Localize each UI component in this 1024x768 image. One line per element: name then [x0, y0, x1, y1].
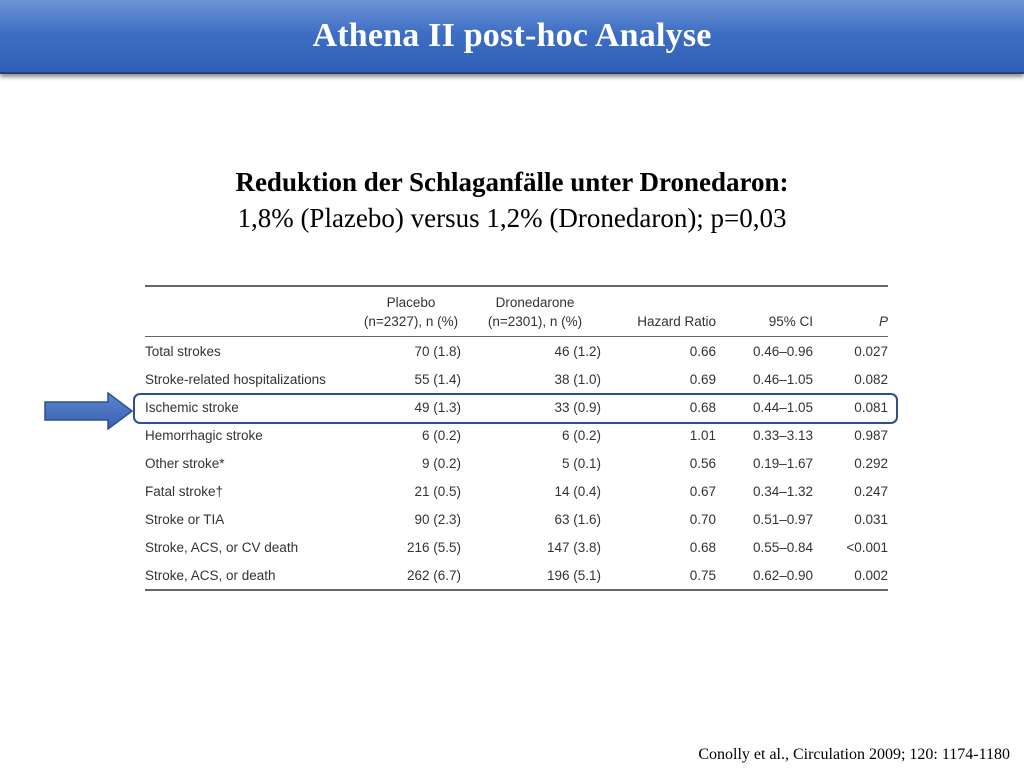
header-placebo-line1: Placebo	[386, 295, 436, 310]
cell-hazard-ratio: 0.67	[689, 483, 716, 499]
header-hazard-ratio: Hazard Ratio	[605, 286, 720, 337]
title-bar	[0, 0, 1024, 74]
table-header-row	[145, 286, 888, 337]
subline: 1,8% (Plazebo) versus 1,2% (Dronedaron); p=0,03	[237, 203, 787, 233]
cell-hazard-ratio: 0.75	[605, 561, 720, 590]
cell-dronedarone: 33 (0.9)	[554, 399, 601, 415]
table-body	[145, 337, 888, 591]
cell-p: 0.247	[854, 483, 888, 499]
cell-dronedarone: 147 (3.8)	[546, 539, 601, 555]
table-row	[145, 533, 888, 561]
header-placebo-line2: (n=2327), n (%)	[363, 314, 459, 329]
header-p: P	[817, 286, 888, 337]
cell-placebo: 6 (0.2)	[421, 427, 461, 443]
cell-ci: 0.46–1.05	[752, 371, 813, 387]
cell-outcome: Hemorrhagic stroke	[145, 427, 263, 443]
cell-outcome: Total strokes	[145, 343, 221, 359]
cell-dronedarone: 63 (1.6)	[554, 511, 601, 527]
cell-p: <0.001	[846, 539, 888, 555]
ischemic-stroke-highlight	[133, 393, 898, 424]
cell-dronedarone: 38 (1.0)	[554, 371, 601, 387]
cell-dronedarone: 5 (0.1)	[561, 455, 601, 471]
header-dronedarone-line2: (n=2301), n (%)	[487, 314, 583, 329]
cell-ci: 0.19–1.67	[752, 455, 813, 471]
cell-placebo: 216 (5.5)	[406, 539, 461, 555]
cell-p: 0.002	[817, 561, 888, 590]
cell-outcome: Stroke, ACS, or death	[145, 561, 357, 590]
cell-outcome: Stroke-related hospitalizations	[145, 371, 326, 387]
cell-placebo: 49 (1.3)	[414, 399, 461, 415]
cell-placebo: 55 (1.4)	[414, 371, 461, 387]
cell-ci: 0.46–0.96	[752, 343, 813, 359]
subtitle-block	[0, 164, 1024, 236]
cell-p: 0.987	[854, 427, 888, 443]
cell-hazard-ratio: 0.66	[689, 343, 716, 359]
cell-p: 0.292	[854, 455, 888, 471]
cell-p: 0.082	[854, 371, 888, 387]
cell-ci: 0.62–0.90	[720, 561, 817, 590]
header-placebo	[357, 286, 465, 337]
headline: Reduktion der Schlaganfälle unter Dronedaron:	[235, 167, 789, 197]
table-row	[145, 449, 888, 477]
table-row	[145, 505, 888, 533]
cell-ci: 0.55–0.84	[752, 539, 813, 555]
arrow-right-icon	[44, 392, 134, 430]
cell-dronedarone: 46 (1.2)	[554, 343, 601, 359]
cell-hazard-ratio: 0.68	[689, 539, 716, 555]
table-row	[145, 337, 888, 366]
cell-dronedarone: 6 (0.2)	[561, 427, 601, 443]
cell-placebo: 262 (6.7)	[357, 561, 465, 590]
cell-p: 0.081	[854, 399, 888, 415]
cell-ci: 0.34–1.32	[752, 483, 813, 499]
header-dronedarone-line1: Dronedarone	[495, 295, 575, 310]
cell-ci: 0.51–0.97	[752, 511, 813, 527]
cell-outcome: Stroke, ACS, or CV death	[145, 539, 299, 555]
table-row	[145, 561, 888, 590]
header-outcome	[145, 286, 357, 337]
table-row	[145, 365, 888, 393]
cell-dronedarone: 14 (0.4)	[554, 483, 601, 499]
cell-placebo: 70 (1.8)	[414, 343, 461, 359]
cell-outcome: Ischemic stroke	[145, 399, 239, 415]
cell-p: 0.031	[854, 511, 888, 527]
cell-placebo: 21 (0.5)	[414, 483, 461, 499]
cell-placebo: 9 (0.2)	[421, 455, 461, 471]
table-row	[145, 477, 888, 505]
cell-ci: 0.44–1.05	[752, 399, 813, 415]
cell-outcome: Fatal stroke†	[145, 483, 224, 499]
cell-ci: 0.33–3.13	[752, 427, 813, 443]
results-table	[145, 285, 888, 591]
cell-dronedarone: 196 (5.1)	[465, 561, 605, 590]
cell-hazard-ratio: 0.69	[689, 371, 716, 387]
results-table-container	[145, 285, 888, 591]
cell-hazard-ratio: 0.56	[689, 455, 716, 471]
table-row	[145, 421, 888, 449]
header-dronedarone	[465, 286, 605, 337]
cell-hazard-ratio: 1.01	[689, 427, 716, 443]
cell-outcome: Stroke or TIA	[145, 511, 225, 527]
citation: Conolly et al., Circulation 2009; 120: 1174-1180	[698, 746, 1010, 763]
cell-outcome: Other stroke*	[145, 455, 225, 471]
cell-hazard-ratio: 0.68	[689, 399, 716, 415]
cell-hazard-ratio: 0.70	[689, 511, 716, 527]
header-ci: 95% CI	[720, 286, 817, 337]
slide-title: Athena II post-hoc Analyse	[312, 17, 712, 54]
cell-p: 0.027	[854, 343, 888, 359]
cell-placebo: 90 (2.3)	[414, 511, 461, 527]
